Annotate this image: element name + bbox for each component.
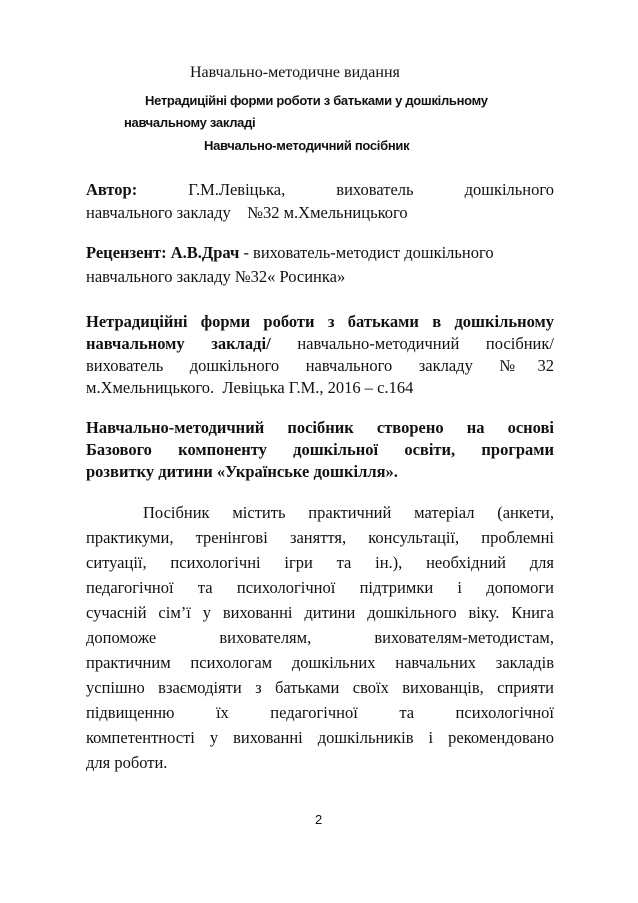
description-line-1: Посібник містить практичний матеріал (анкети, xyxy=(143,503,554,522)
citation-line-1: Нетрадиційні форми роботи з батьками в дошкільному xyxy=(86,312,554,331)
description-line-6: допоможе вихователям, вихователям-методистам, xyxy=(86,628,554,647)
title-line-2: навчальному закладі xyxy=(124,115,256,130)
description-line-9: підвищенню їх педагогічної та психологічної xyxy=(86,703,554,722)
reviewer-role: - вихователь-методист дошкільного xyxy=(239,243,494,262)
description-line-2: практикуми, тренінгові заняття, консультації, проблемні xyxy=(86,528,554,547)
description-line-7: практичним психологам дошкільних навчальних закладів xyxy=(86,653,554,672)
author-label: Автор: xyxy=(86,180,138,199)
author-word-2: вихователь xyxy=(336,180,414,199)
reviewer-line-1 xyxy=(86,243,494,263)
citation-line-4: м.Хмельницького. Левіцька Г.М., 2016 – с.164 xyxy=(86,378,414,397)
author-name: Г.М.Левіцька, xyxy=(188,180,286,199)
citation-title-end: навчальному закладі/ xyxy=(86,334,271,353)
edition-type: Навчально-методичне видання xyxy=(190,64,400,81)
citation-line-2 xyxy=(86,334,554,354)
description-line-8: успішно взаємодіяти з батьками своїх вихованців, сприяти xyxy=(86,678,554,697)
description-line-4: педагогічної та психологічної підтримки і допомоги xyxy=(86,578,554,597)
page-number: 2 xyxy=(315,812,323,827)
title-line-1: Нетрадиційні форми роботи з батьками у дошкільному xyxy=(145,93,488,108)
description-line-11: для роботи. xyxy=(86,753,168,772)
citation-line-3: вихователь дошкільного навчального закладу №32 xyxy=(86,356,554,375)
subtitle: Навчально-методичний посібник xyxy=(204,138,410,153)
description-line-5: сучасній сім’ї у вихованні дитини дошкільного віку. Книга xyxy=(86,603,554,622)
citation-type: навчально-методичний посібник/ xyxy=(270,334,554,353)
description-line-3: ситуації, психологічні ігри та ін.), необхідний для xyxy=(86,553,554,572)
basis-line-1: Навчально-методичний посібник створено на основі xyxy=(86,418,554,437)
author-line-1 xyxy=(86,180,554,200)
reviewer-label: Рецензент: А.В.Драч xyxy=(86,243,240,262)
reviewer-line-2: навчального закладу №32« Росинка» xyxy=(86,267,346,286)
basis-line-3: розвитку дитини «Українське дошкілля». xyxy=(86,462,398,481)
basis-line-2: Базового компоненту дошкільної освіти, програми xyxy=(86,440,554,459)
author-word-3: дошкільного xyxy=(464,180,554,199)
author-line-2: навчального закладу №32 м.Хмельницького xyxy=(86,203,408,222)
description-line-10: компетентності у вихованні дошкільників і рекомендовано xyxy=(86,728,554,747)
